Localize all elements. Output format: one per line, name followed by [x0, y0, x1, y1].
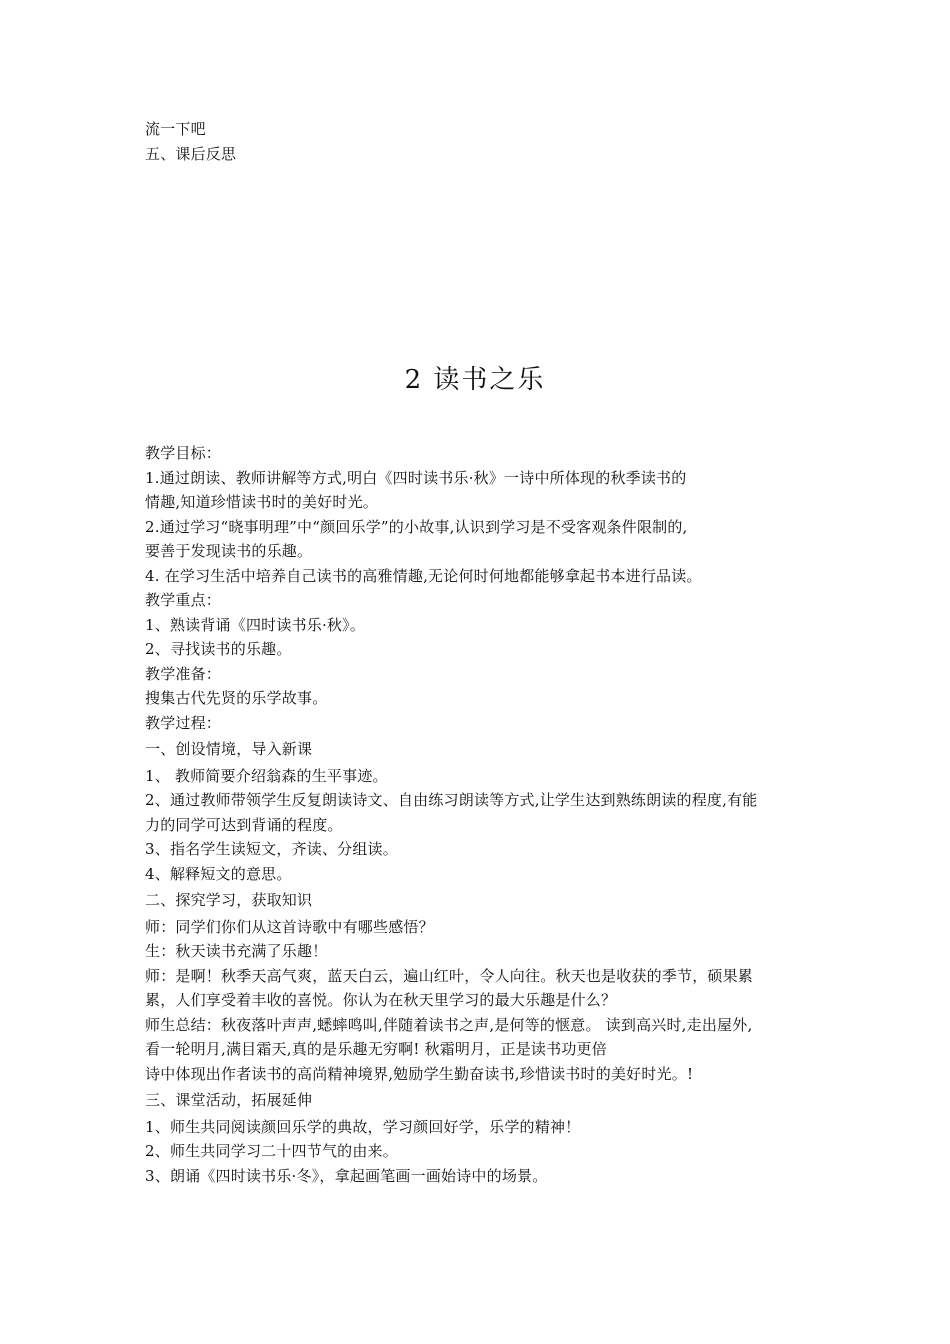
text-line: 看一轮明月,满目霜天,真的是乐趣无穷啊! 秋霜明月，正是读书功更倍: [145, 1040, 607, 1058]
text-line: 诗中体现出作者读书的高尚精神境界,勉励学生勤奋读书,珍惜读书时的美好时光。!: [145, 1064, 694, 1083]
text-line: 教学目标：: [145, 444, 222, 462]
text-line: 4. 在学习生活中培养自己读书的高雅情趣,无论何时何地都能够拿起书本进行品读。: [145, 566, 702, 585]
text-line: 2、师生共同学习二十四节气的由来。: [145, 1142, 398, 1160]
section-heading: 一、创设情境，导入新课: [145, 740, 313, 758]
text-line: 师生总结：秋夜落叶声声,蟋蟀鸣叫,伴随着读书之声,是何等的惬意。 读到高兴时,走出屋外,: [145, 1015, 753, 1034]
text-line: 1、熟读背诵《四时读书乐·秋》。: [145, 615, 366, 634]
text-line: 情趣,知道珍惜读书时的美好时光。: [145, 493, 378, 511]
text-line: 累，人们享受着丰收的喜悦。你认为在秋天里学习的最大乐趣是什么？: [145, 991, 617, 1009]
lesson-title: 2 读书之乐: [404, 365, 546, 395]
text-line: 2、通过教师带领学生反复朗读诗文、自由练习朗读等方式,让学生达到熟练朗读的程度,有能: [145, 791, 758, 809]
text-line: 1.通过朗读、教师讲解等方式,明白《四时读书乐·秋》一诗中所体现的秋季读书的: [145, 468, 687, 487]
text-line: 流一下吧: [145, 120, 206, 138]
text-line: 生：秋天读书充满了乐趣！: [145, 942, 328, 960]
previous-section-tail: [145, 117, 825, 166]
text-line: 3、指名学生读短文，齐读、分组读。: [145, 840, 398, 858]
section-heading-reflection: 五、课后反思: [145, 144, 237, 163]
text-line: 1、师生共同阅读颜回乐学的典故，学习颜回好学，乐学的精神！: [145, 1117, 581, 1136]
text-line: 教学重点：: [145, 591, 222, 609]
text-line: 教学过程：: [145, 713, 222, 732]
text-line: 1、 教师简要介绍翁森的生平事迹。: [145, 766, 388, 785]
text-line: 师：同学们你们从这首诗歌中有哪些感悟？: [145, 917, 434, 936]
text-line: 教学准备：: [145, 664, 222, 683]
text-line: 师：是啊！秋季天高气爽，蓝天白云，遍山红叶，令人向往。秋天也是收获的季节，硕果累: [145, 966, 754, 985]
text-line: 3、朗诵《四时读书乐·冬》，拿起画笔画一画始诗中的场景。: [145, 1166, 548, 1185]
lesson-body: [145, 441, 825, 1188]
section-heading: 二、探究学习，获取知识: [145, 891, 313, 909]
text-line: 2、寻找读书的乐趣。: [145, 640, 292, 658]
text-line: 力的同学可达到背诵的程度。: [145, 815, 343, 834]
text-line: 4、解释短文的意思。: [145, 864, 292, 883]
text-line: 2.通过学习“晓事明理”中“颜回乐学”的小故事,认识到学习是不受客观条件限制的,: [145, 517, 688, 536]
text-line: 搜集古代先贤的乐学故事。: [145, 689, 328, 707]
text-line: 要善于发现读书的乐趣。: [145, 542, 313, 560]
section-heading: 三、课堂活动，拓展延伸: [145, 1091, 313, 1109]
